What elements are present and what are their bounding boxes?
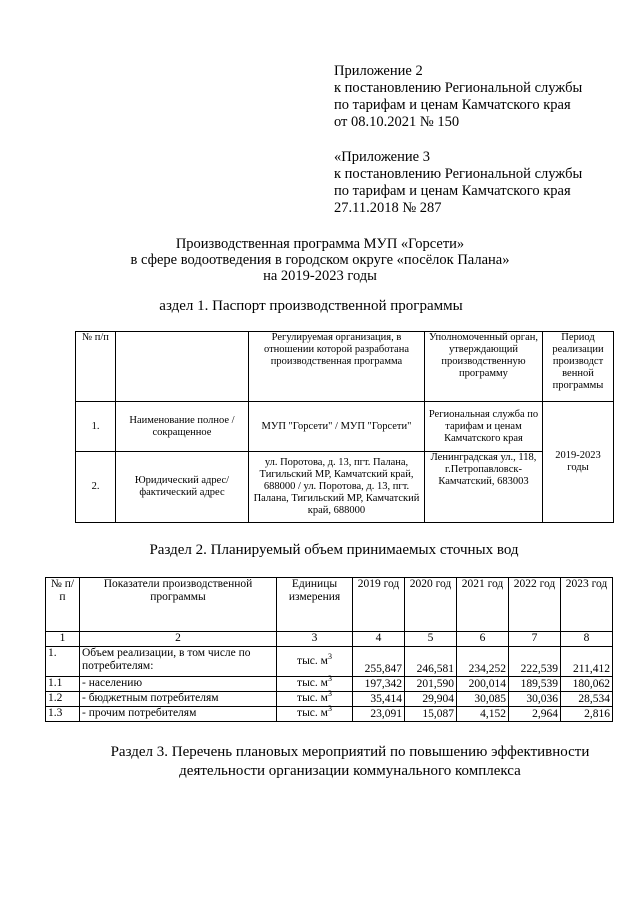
row-value: 255,847 (353, 647, 405, 677)
row-value: 30,085 (457, 692, 509, 707)
header-year: 2022 год (509, 578, 561, 632)
row-value: 222,539 (509, 647, 561, 677)
passport-header-row (76, 332, 614, 402)
heading-line: Раздел 3. Перечень плановых мероприятий по повышению эффективности (110, 744, 590, 760)
row-value: 180,062 (561, 677, 613, 692)
appendix-line: от 08.10.2021 № 150 (334, 114, 460, 130)
row-num: 1.2 (46, 692, 80, 707)
appendix-line: по тарифам и ценам Камчатского края (334, 97, 571, 113)
row-org: ул. Поротова, д. 13, пгт. Палана, Тигильский МР, Камчатский край, 688000 / ул. Поротова, д. 13, пгт. Палана, Тигильский МР, Камчатский край, 688000 (249, 452, 425, 523)
column-number: 5 (405, 632, 457, 647)
header-org: Регулируемая организация, в отношении которой разработана производственная программа (249, 332, 425, 402)
row-param: Юридический адрес/фактический адрес (116, 452, 249, 523)
row-value: 197,342 (353, 677, 405, 692)
header-authority: Уполномоченный орган, утверждающий производственную программу (425, 332, 543, 402)
passport-row (76, 452, 614, 523)
heading-line: деятельности организации коммунального комплекса (179, 763, 521, 779)
column-number: 3 (277, 632, 353, 647)
appendix-line: к постановлению Региональной службы (334, 166, 583, 182)
row-authority: Региональная служба по тарифам и ценам Камчатского края (425, 402, 543, 452)
appendix-line: «Приложение 3 (334, 149, 430, 165)
row-value: 2,964 (509, 707, 561, 722)
row-value: 35,414 (353, 692, 405, 707)
row-value: 23,091 (353, 707, 405, 722)
row-num: 1. (76, 402, 116, 452)
row-value: 29,904 (405, 692, 457, 707)
row-value: 2,816 (561, 707, 613, 722)
row-value: 15,087 (405, 707, 457, 722)
header-year: 2021 год (457, 578, 509, 632)
header-period: Период реализации производст венной программы (543, 332, 614, 402)
appendix-line: к постановлению Региональной службы (334, 80, 583, 96)
passport-row (76, 402, 614, 452)
row-num: 1. (46, 647, 80, 677)
appendix-line: по тарифам и ценам Камчатского края (334, 183, 571, 199)
row-name: - населению (80, 677, 277, 692)
row-org: МУП "Горсети" / МУП "Горсети" (249, 402, 425, 452)
period-value: 2019-2023 годы (543, 402, 614, 523)
row-num: 2. (76, 452, 116, 523)
row-value: 28,534 (561, 692, 613, 707)
appendix-2-reference (334, 63, 582, 131)
header-year: 2023 год (561, 578, 613, 632)
section3-heading (30, 743, 640, 781)
appendix-3-reference (334, 149, 582, 217)
volume-row (46, 707, 613, 722)
appendix-line: Приложение 2 (334, 63, 423, 79)
appendix-line: 27.11.2018 № 287 (334, 200, 442, 216)
row-name: Объем реализации, в том числе по потребителям: (80, 647, 277, 677)
row-value: 234,252 (457, 647, 509, 677)
row-value: 189,539 (509, 677, 561, 692)
row-value: 246,581 (405, 647, 457, 677)
column-number: 8 (561, 632, 613, 647)
row-value: 201,590 (405, 677, 457, 692)
volume-header-row (46, 578, 613, 632)
passport-table (75, 331, 614, 523)
column-number: 1 (46, 632, 80, 647)
title-line: в сфере водоотведения в городском округе «посёлок Палана» (130, 252, 510, 268)
row-num: 1.3 (46, 707, 80, 722)
column-number: 7 (509, 632, 561, 647)
header-unit: Единицы измерения (277, 578, 353, 632)
title-line: на 2019-2023 годы (263, 268, 377, 284)
row-value: 211,412 (561, 647, 613, 677)
program-title (0, 236, 640, 284)
row-name: - прочим потребителям (80, 707, 277, 722)
title-line: Производственная программа МУП «Горсети» (175, 236, 465, 252)
column-number: 4 (353, 632, 405, 647)
row-unit: тыс. $м^3$ (277, 707, 353, 722)
row-num: 1.1 (46, 677, 80, 692)
volume-table (45, 577, 613, 722)
column-number-row (46, 632, 613, 647)
row-param: Наименование полное / сокращенное (116, 402, 249, 452)
header-num: № п/п (46, 578, 80, 632)
header-indicator: Показатели производственной программы (80, 578, 277, 632)
row-authority: Ленинградская ул., 118, г.Петропавловск-Камчатский, 683003 (425, 452, 543, 523)
row-unit: тыс. $м^3$ (277, 647, 353, 677)
column-number: 6 (457, 632, 509, 647)
row-name: - бюджетным потребителям (80, 692, 277, 707)
row-value: 200,014 (457, 677, 509, 692)
header-num: № п/п (76, 332, 116, 402)
row-value: 30,036 (509, 692, 561, 707)
section2-heading: Раздел 2. Планируемый объем принимаемых сточных вод (149, 542, 519, 558)
column-number: 2 (80, 632, 277, 647)
volume-row (46, 647, 613, 677)
header-year: 2020 год (405, 578, 457, 632)
row-unit: тыс. $м^3$ (277, 677, 353, 692)
header-param (116, 332, 249, 402)
row-unit: тыс. $м^3$ (277, 692, 353, 707)
section1-heading: аздел 1. Паспорт производственной программы (159, 298, 463, 314)
header-year: 2019 год (353, 578, 405, 632)
row-value: 4,152 (457, 707, 509, 722)
